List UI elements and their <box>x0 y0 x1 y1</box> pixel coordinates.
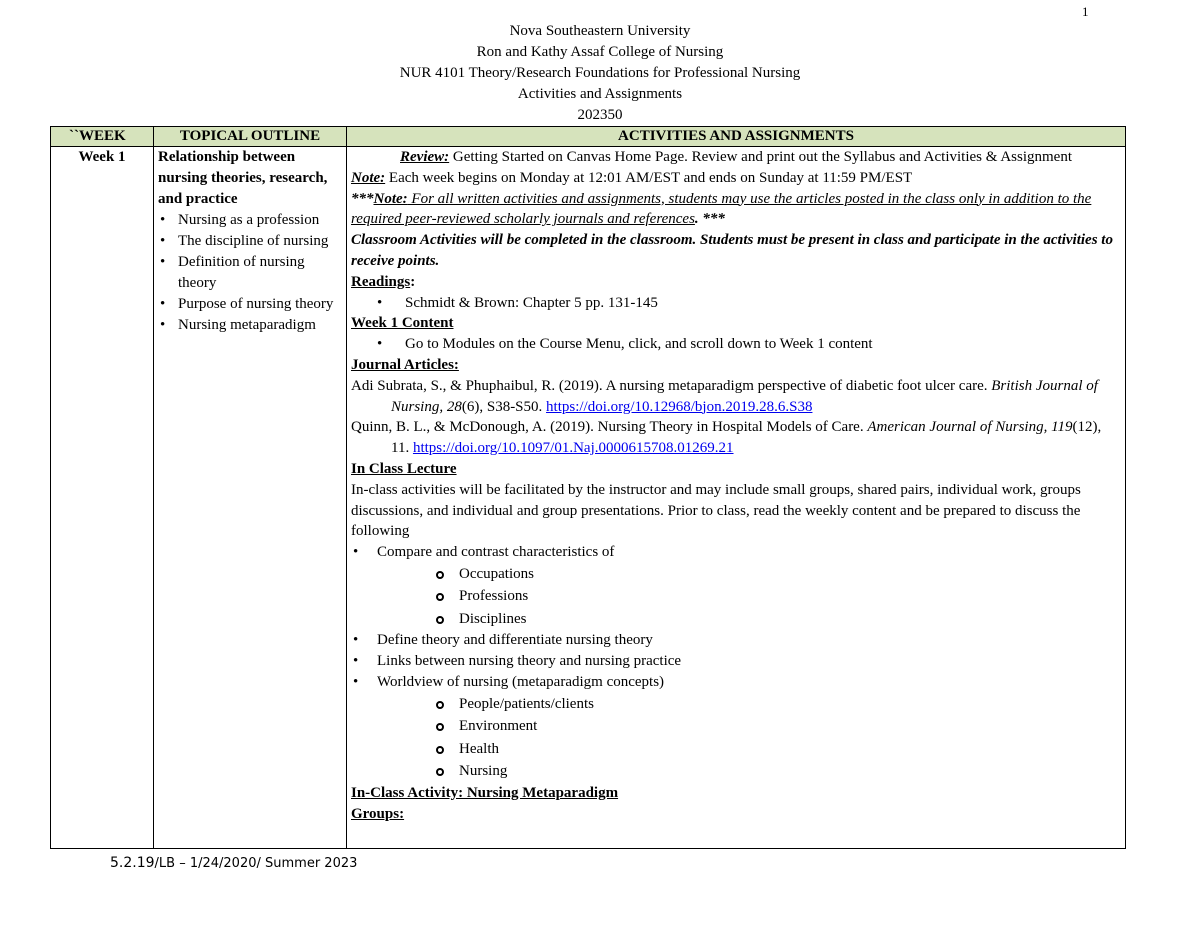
table-header-row <box>51 127 1126 147</box>
articles-prefix: *** <box>351 190 374 207</box>
readings-colon: : <box>410 273 416 290</box>
document-title: Activities and Assignments <box>517 86 683 102</box>
college-name: Ron and Kathy Assaf College of Nursing <box>476 44 724 60</box>
university-name: Nova Southeastern University <box>509 23 691 39</box>
list-item: • Nursing as a profession <box>178 210 342 231</box>
activities-column-header: ACTIVITIES AND ASSIGNMENTS <box>347 127 1126 147</box>
course-title: NUR 4101 Theory/Research Foundations for Professional Nursing <box>399 65 801 81</box>
document-header <box>0 21 1200 126</box>
topical-outline-column-header: TOPICAL OUTLINE <box>154 127 347 147</box>
list-item: • Define theory and differentiate nursing theory <box>351 630 1121 651</box>
list-item: • The discipline of nursing <box>178 231 342 252</box>
week-content-heading: Week 1 Content <box>351 315 454 332</box>
worldview-sublist <box>351 693 1121 783</box>
list-item: Health <box>351 738 1121 761</box>
readings-list <box>351 293 1121 314</box>
topic-title: Relationship between nursing theories, research, and practice <box>158 149 328 207</box>
review-text: Getting Started on Canvas Home Page. Review and print out the Syllabus and Activities & Assignment <box>449 149 1072 165</box>
reference-1 <box>351 376 1121 418</box>
ref2-doi-link[interactable]: https://doi.org/10.1097/01.Naj.0000615708.01269.21 <box>412 440 734 457</box>
classroom-note: Classroom Activities will be completed in the classroom. Students must be present in class and participate in the activities to receive points. <box>351 232 1113 269</box>
ref2-journal: American Journal of Nursing, 119 <box>867 419 1073 436</box>
week-column-header: ``WEEK <box>51 127 154 147</box>
note-text: Each week begins on Monday at 12:01 AM/EST and ends on Sunday at 11:59 PM/EST <box>385 169 913 186</box>
list-item: • Worldview of nursing (metaparadigm concepts) <box>351 672 1121 693</box>
articles-note-text: For all written activities and assignments, students may use the articles posted in the class only in addition to the required peer-reviewed scholarly journals and references <box>351 190 1092 228</box>
discussion-list <box>351 542 1121 563</box>
list-item: • Definition of nursing theory <box>178 252 342 294</box>
review-label: Review: <box>400 149 450 165</box>
articles-note-label: Note: <box>373 190 408 207</box>
topic-cell <box>154 147 347 849</box>
schedule-table <box>50 126 1126 849</box>
articles-suffix: . *** <box>694 211 725 228</box>
footer-version: 5.2.19 <box>110 855 155 871</box>
note-label: Note: <box>351 169 386 186</box>
readings-heading <box>351 272 1121 293</box>
review-line <box>351 147 1121 168</box>
week-content-list <box>351 334 1121 355</box>
list-item: Professions <box>351 585 1121 608</box>
list-item: Nursing <box>351 760 1121 783</box>
week-timing-note <box>351 168 1121 189</box>
ref2-rest: (12), 11. <box>391 419 1102 457</box>
ref1-doi-link[interactable]: https://doi.org/10.12968/bjon.2019.28.6.S38 <box>546 398 813 415</box>
topic-list <box>158 210 342 336</box>
list-item: Occupations <box>351 563 1121 586</box>
activities-cell <box>347 147 1126 849</box>
groups-heading: Groups: <box>351 805 405 822</box>
list-item: People/patients/clients <box>351 693 1121 716</box>
ref1-authors: Adi Subrata, S., & Phuphaibul, R. (2019). A nursing metaparadigm perspective of diabetic foot ulcer care. <box>351 377 992 394</box>
ref1-rest: (6), S38-S50. <box>461 398 547 415</box>
term-code: 202350 <box>577 107 623 123</box>
compare-sublist <box>351 563 1121 631</box>
articles-note <box>351 189 1121 231</box>
ref1-journal: British Journal of Nursing, 28 <box>391 377 1098 415</box>
journal-articles-heading: Journal Articles: <box>351 356 459 373</box>
footer-revision: /LB – 1/24/2020/ Summer 2023 <box>154 856 358 871</box>
reference-2 <box>351 417 1121 459</box>
list-item: • Schmidt & Brown: Chapter 5 pp. 131-145 <box>351 293 1121 314</box>
list-item: • Purpose of nursing theory <box>178 294 342 315</box>
in-class-lecture-heading: In Class Lecture <box>351 460 457 477</box>
list-item: • Go to Modules on the Course Menu, click, and scroll down to Week 1 content <box>351 334 1121 355</box>
discussion-list-continued <box>351 630 1121 692</box>
list-item: • Links between nursing theory and nursing practice <box>351 651 1121 672</box>
in-class-activity-heading: In-Class Activity: Nursing Metaparadigm <box>351 784 619 801</box>
week-cell: Week 1 <box>51 147 154 849</box>
page-number: 1 <box>1082 4 1089 19</box>
lecture-text: In-class activities will be facilitated by the instructor and may include small groups, shared pairs, individual work, groups discussions, and individual and group presentations. Prior to class, read the weekly content and be prepared to discuss the following <box>351 481 1081 540</box>
list-item: Disciplines <box>351 608 1121 631</box>
readings-label: Readings <box>351 273 411 290</box>
list-item: • Nursing metaparadigm <box>178 315 342 336</box>
table-row <box>51 147 1126 849</box>
list-item: Environment <box>351 715 1121 738</box>
document-footer <box>110 855 357 871</box>
list-item: • Compare and contrast characteristics of <box>351 542 1121 563</box>
ref2-authors: Quinn, B. L., & McDonough, A. (2019). Nursing Theory in Hospital Models of Care. <box>351 419 868 436</box>
